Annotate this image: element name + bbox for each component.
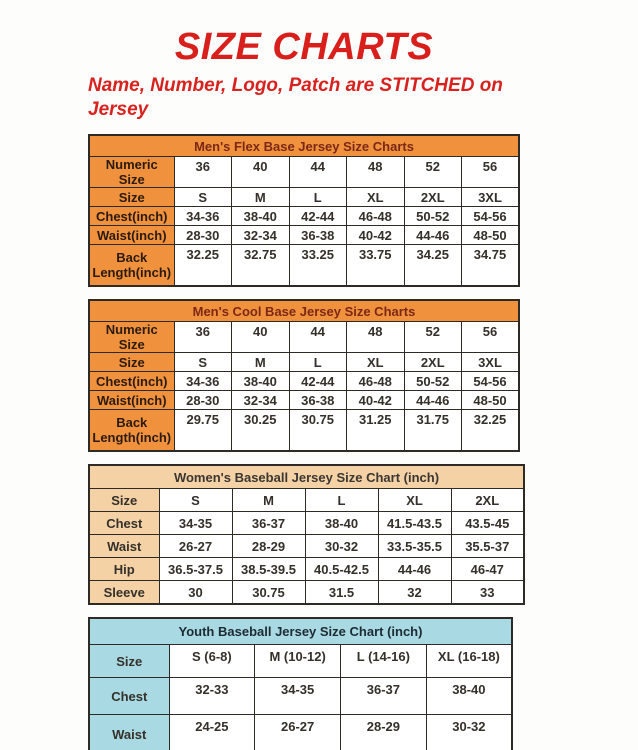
size-cell: 35.5-37	[451, 535, 524, 558]
size-cell: 3XL	[462, 188, 520, 207]
size-cell: M	[232, 188, 290, 207]
size-cell: M	[232, 489, 305, 512]
row-label: Waist	[89, 535, 159, 558]
size-cell: 24-25	[169, 715, 255, 750]
size-cell: 30	[159, 581, 232, 605]
row-label: Waist(inch)	[89, 226, 174, 245]
size-cell: M	[232, 353, 290, 372]
size-cell: 52	[404, 322, 462, 353]
size-cell: 34-36	[174, 372, 232, 391]
row-label: Size	[89, 353, 174, 372]
size-cell: 36-37	[341, 678, 427, 715]
size-cell: 31.5	[305, 581, 378, 605]
size-cell: 48-50	[462, 226, 520, 245]
row-label: Numeric Size	[89, 322, 174, 353]
size-cell: 36-38	[289, 391, 347, 410]
size-cell: 38.5-39.5	[232, 558, 305, 581]
size-cell: 32-34	[232, 226, 290, 245]
size-cell: 30.75	[289, 410, 347, 452]
size-cell: 46-48	[347, 372, 405, 391]
size-cell: 30-32	[426, 715, 512, 750]
size-cell: 28-30	[174, 226, 232, 245]
size-cell: 32.25	[174, 245, 232, 287]
table-title: Men's Cool Base Jersey Size Charts	[89, 300, 519, 322]
size-cell: 40	[232, 322, 290, 353]
size-cell: 28-29	[232, 535, 305, 558]
size-cell: S	[159, 489, 232, 512]
size-cell: 52	[404, 157, 462, 188]
row-label: Back Length(inch)	[89, 245, 174, 287]
size-cell: 32	[378, 581, 451, 605]
size-cell: 31.75	[404, 410, 462, 452]
size-cell: 33.75	[347, 245, 405, 287]
size-cell: 41.5-43.5	[378, 512, 451, 535]
size-cell: 32-34	[232, 391, 290, 410]
size-cell: M (10-12)	[255, 645, 341, 678]
size-cell: 33.5-35.5	[378, 535, 451, 558]
row-label: Numeric Size	[89, 157, 174, 188]
row-label: Size	[89, 188, 174, 207]
size-cell: 38-40	[426, 678, 512, 715]
size-cell: 33	[451, 581, 524, 605]
row-label: Size	[89, 645, 169, 678]
size-cell: 28-30	[174, 391, 232, 410]
size-cell: 34-36	[174, 207, 232, 226]
size-cell: 34-35	[159, 512, 232, 535]
table-title: Youth Baseball Jersey Size Chart (inch)	[89, 618, 512, 645]
row-label: Waist	[89, 715, 169, 750]
size-cell: 2XL	[451, 489, 524, 512]
size-cell: 40	[232, 157, 290, 188]
size-cell: 30-32	[305, 535, 378, 558]
womens-baseball-jersey-table	[88, 464, 525, 605]
page-subtitle: Name, Number, Logo, Patch are STITCHED on Jersey	[88, 75, 503, 120]
size-cell: 44-46	[404, 226, 462, 245]
size-cell: 40-42	[347, 391, 405, 410]
size-cell: 50-52	[404, 207, 462, 226]
mens-cool-base-jersey-table	[88, 299, 520, 452]
row-label: Size	[89, 489, 159, 512]
size-cell: 40.5-42.5	[305, 558, 378, 581]
size-cell: 32-33	[169, 678, 255, 715]
size-cell: 38-40	[305, 512, 378, 535]
size-cell: 34-35	[255, 678, 341, 715]
size-cell: 2XL	[404, 188, 462, 207]
page-title: SIZE CHARTS	[174, 26, 434, 68]
size-cell: 46-48	[347, 207, 405, 226]
size-cell: 26-27	[255, 715, 341, 750]
content	[88, 26, 528, 750]
size-cell: 44-46	[378, 558, 451, 581]
size-cell: 36-37	[232, 512, 305, 535]
size-cell: 54-56	[462, 207, 520, 226]
row-label: Chest(inch)	[89, 207, 174, 226]
size-cell: 28-29	[341, 715, 427, 750]
size-cell: 36.5-37.5	[159, 558, 232, 581]
size-cell: 38-40	[232, 207, 290, 226]
row-label: Chest	[89, 678, 169, 715]
size-cell: 36-38	[289, 226, 347, 245]
size-cell: L	[305, 489, 378, 512]
size-cell: S (6-8)	[169, 645, 255, 678]
size-cell: 3XL	[462, 353, 520, 372]
size-cell: 32.75	[232, 245, 290, 287]
size-cell: L (14-16)	[341, 645, 427, 678]
size-cell: 48-50	[462, 391, 520, 410]
size-cell: 42-44	[289, 207, 347, 226]
size-cell: 2XL	[404, 353, 462, 372]
size-cell: XL	[347, 188, 405, 207]
size-cell: 30.75	[232, 581, 305, 605]
size-cell: 54-56	[462, 372, 520, 391]
row-label: Hip	[89, 558, 159, 581]
size-cell: 48	[347, 322, 405, 353]
row-label: Chest	[89, 512, 159, 535]
size-cell: 56	[462, 157, 520, 188]
size-cell: 34.25	[404, 245, 462, 287]
size-cell: L	[289, 188, 347, 207]
size-cell: 30.25	[232, 410, 290, 452]
youth-baseball-jersey-table	[88, 617, 513, 750]
size-cell: 44	[289, 322, 347, 353]
row-label: Sleeve	[89, 581, 159, 605]
size-cell: 26-27	[159, 535, 232, 558]
mens-flex-base-jersey-table	[88, 134, 520, 287]
size-cell: 46-47	[451, 558, 524, 581]
size-cell: 31.25	[347, 410, 405, 452]
size-cell: 34.75	[462, 245, 520, 287]
size-cell: 32.25	[462, 410, 520, 452]
size-cell: XL (16-18)	[426, 645, 512, 678]
size-cell: 40-42	[347, 226, 405, 245]
size-cell: 44-46	[404, 391, 462, 410]
size-cell: 42-44	[289, 372, 347, 391]
size-cell: 50-52	[404, 372, 462, 391]
size-cell: XL	[347, 353, 405, 372]
size-cell: L	[289, 353, 347, 372]
size-cell: S	[174, 353, 232, 372]
size-cell: XL	[378, 489, 451, 512]
size-cell: 43.5-45	[451, 512, 524, 535]
size-cell: 38-40	[232, 372, 290, 391]
row-label: Waist(inch)	[89, 391, 174, 410]
tables-container	[88, 134, 528, 750]
size-cell: S	[174, 188, 232, 207]
row-label: Back Length(inch)	[89, 410, 174, 452]
size-cell: 56	[462, 322, 520, 353]
table-title: Men's Flex Base Jersey Size Charts	[89, 135, 519, 157]
table-title: Women's Baseball Jersey Size Chart (inch)	[89, 465, 524, 489]
size-cell: 44	[289, 157, 347, 188]
size-cell: 36	[174, 157, 232, 188]
size-cell: 33.25	[289, 245, 347, 287]
size-cell: 29.75	[174, 410, 232, 452]
size-cell: 48	[347, 157, 405, 188]
size-cell: 36	[174, 322, 232, 353]
row-label: Chest(inch)	[89, 372, 174, 391]
